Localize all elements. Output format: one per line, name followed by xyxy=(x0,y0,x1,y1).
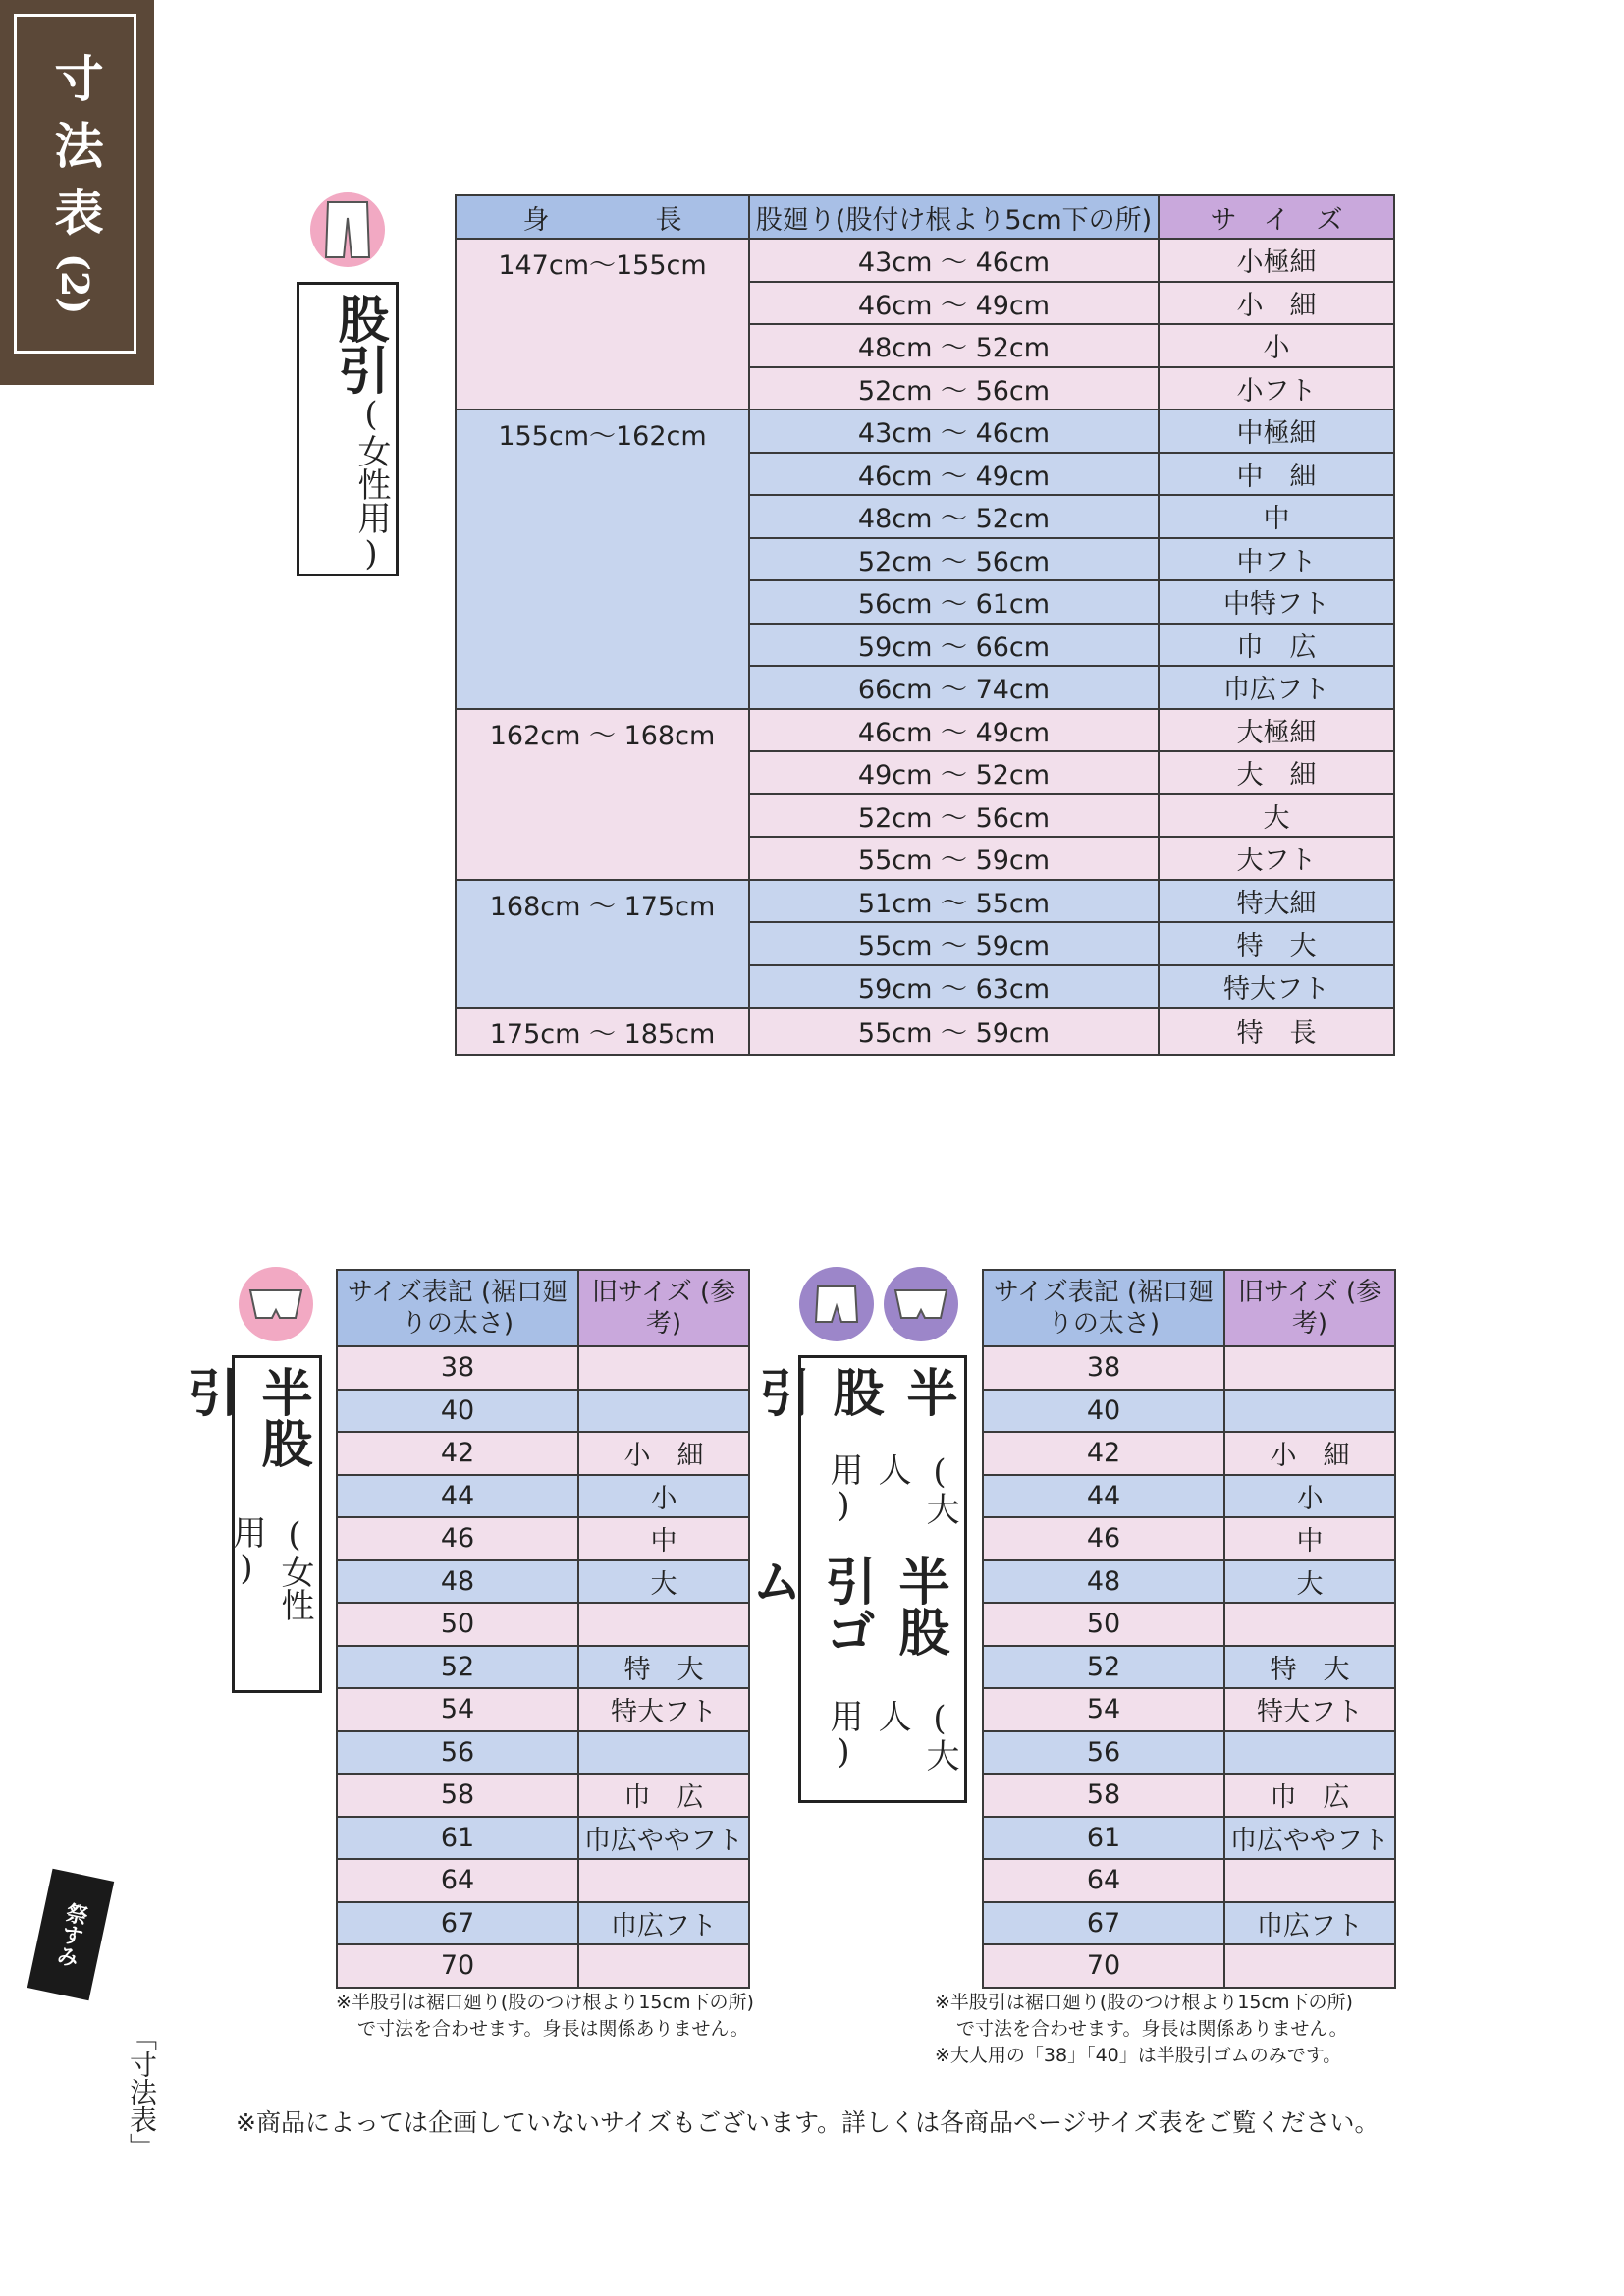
table-row xyxy=(337,1944,749,1988)
size-notation-cell: 44 xyxy=(337,1475,578,1518)
waist-cell: 52cm ～ 56cm xyxy=(749,794,1159,838)
table-row xyxy=(983,1432,1395,1475)
old-size-cell: 巾 広 xyxy=(1224,1774,1395,1817)
momohiki-size-table xyxy=(455,194,1395,1056)
old-size-cell: 特 大 xyxy=(578,1646,749,1689)
size-cell: 特 長 xyxy=(1159,1008,1394,1055)
table-row xyxy=(983,1517,1395,1560)
old-size-cell: 巾広ややフト xyxy=(1224,1817,1395,1860)
table-row xyxy=(983,1944,1395,1988)
size-notation-cell: 42 xyxy=(337,1432,578,1475)
old-size-cell: 特大フト xyxy=(578,1688,749,1731)
handako-adult-label xyxy=(742,1355,967,1803)
table-row xyxy=(337,1475,749,1518)
old-size-cell xyxy=(1224,1390,1395,1433)
size-notation-cell: 52 xyxy=(983,1646,1224,1689)
size-notation-cell: 40 xyxy=(337,1390,578,1433)
size-notation-cell: 61 xyxy=(983,1817,1224,1860)
size-notation-cell: 46 xyxy=(983,1517,1224,1560)
table-row xyxy=(983,1774,1395,1817)
handako-adult-size-table xyxy=(982,1269,1396,1989)
table-row xyxy=(456,880,1394,923)
header-old-size: 旧サイズ (参考) xyxy=(578,1270,749,1346)
page-title-text: 寸法表 xyxy=(46,52,105,253)
header-size: サ イ ズ xyxy=(1159,195,1394,239)
size-cell: 小 xyxy=(1159,324,1394,367)
table-row xyxy=(337,1817,749,1860)
size-cell: 大フト xyxy=(1159,837,1394,880)
table-row xyxy=(337,1902,749,1945)
waist-cell: 46cm ～ 49cm xyxy=(749,709,1159,752)
waist-cell: 48cm ～ 52cm xyxy=(749,324,1159,367)
waist-cell: 55cm ～ 59cm xyxy=(749,837,1159,880)
height-cell: 162cm ～ 168cm xyxy=(456,709,749,880)
size-cell: 中 細 xyxy=(1159,453,1394,496)
size-notation-cell: 52 xyxy=(337,1646,578,1689)
momohiki-icon xyxy=(310,192,385,267)
size-notation-cell: 44 xyxy=(983,1475,1224,1518)
old-size-cell: 特大フト xyxy=(1224,1688,1395,1731)
handako-label xyxy=(179,1355,322,1693)
old-size-cell: 巾広ややフト xyxy=(578,1817,749,1860)
size-notation-cell: 58 xyxy=(983,1774,1224,1817)
old-size-cell xyxy=(578,1731,749,1775)
table-row xyxy=(983,1603,1395,1646)
size-cell: 小 細 xyxy=(1159,282,1394,325)
table-row xyxy=(983,1346,1395,1390)
table-row xyxy=(983,1859,1395,1902)
page-title xyxy=(14,14,136,354)
size-notation-cell: 38 xyxy=(983,1346,1224,1390)
waist-cell: 55cm ～ 59cm xyxy=(749,922,1159,965)
waist-cell: 46cm ～ 49cm xyxy=(749,282,1159,325)
table-row xyxy=(983,1390,1395,1433)
waist-cell: 46cm ～ 49cm xyxy=(749,453,1159,496)
size-cell: 中 xyxy=(1159,495,1394,538)
size-notation-cell: 50 xyxy=(983,1603,1224,1646)
old-size-cell: 大 xyxy=(578,1560,749,1604)
table-row xyxy=(337,1432,749,1475)
old-size-cell: 巾広フト xyxy=(1224,1902,1395,1945)
size-notation-cell: 67 xyxy=(337,1902,578,1945)
table-row xyxy=(983,1902,1395,1945)
size-cell: 中フト xyxy=(1159,538,1394,581)
old-size-cell xyxy=(578,1859,749,1902)
handako-gomu-title: 半股引ゴム xyxy=(742,1554,949,1657)
table-row xyxy=(337,1390,749,1433)
size-cell: 小フト xyxy=(1159,367,1394,410)
table-row xyxy=(983,1731,1395,1775)
old-size-cell: 中 xyxy=(578,1517,749,1560)
table-row xyxy=(337,1517,749,1560)
size-notation-cell: 48 xyxy=(983,1560,1224,1604)
handako-adult-title: 半股引 xyxy=(750,1366,957,1417)
old-size-cell xyxy=(578,1603,749,1646)
old-size-cell: 小 xyxy=(1224,1475,1395,1518)
table-row xyxy=(337,1646,749,1689)
waist-cell: 51cm ～ 55cm xyxy=(749,880,1159,923)
note-line: ※半股引は裾口廻り(股のつけ根より15cm下の所) xyxy=(935,1992,1353,2013)
size-cell: 大 細 xyxy=(1159,751,1394,794)
corner-title-block xyxy=(0,0,154,385)
momohiki-title: 股引 xyxy=(329,293,389,395)
table-row xyxy=(983,1688,1395,1731)
table-row xyxy=(983,1475,1395,1518)
table-row xyxy=(983,1560,1395,1604)
old-size-cell: 巾 広 xyxy=(578,1774,749,1817)
handako-gomu-icon xyxy=(884,1267,958,1341)
old-size-cell: 大 xyxy=(1224,1560,1395,1604)
footer-note: ※商品によっては企画していないサイズもございます。詳しくは各商品ページサイズ表をご覧ください。 xyxy=(236,2108,1380,2137)
size-cell: 特 大 xyxy=(1159,922,1394,965)
waist-cell: 56cm ～ 61cm xyxy=(749,580,1159,624)
height-cell: 147cm～155cm xyxy=(456,239,749,410)
brand-logo: 祭すみ xyxy=(27,1869,114,2001)
height-cell: 168cm ～ 175cm xyxy=(456,880,749,1009)
old-size-cell xyxy=(1224,1944,1395,1988)
size-cell: 巾広フト xyxy=(1159,666,1394,709)
size-cell: 中特フト xyxy=(1159,580,1394,624)
size-cell: 中極細 xyxy=(1159,410,1394,453)
table-row xyxy=(983,1817,1395,1860)
note-line: ※大人用の「38」「40」は半股引ゴムのみです。 xyxy=(935,2045,1342,2066)
waist-cell: 48cm ～ 52cm xyxy=(749,495,1159,538)
table-row xyxy=(337,1731,749,1775)
size-cell: 大極細 xyxy=(1159,709,1394,752)
table-row xyxy=(456,709,1394,752)
momohiki-label xyxy=(297,282,399,576)
old-size-cell xyxy=(1224,1603,1395,1646)
height-cell: 175cm ～ 185cm xyxy=(456,1008,749,1055)
old-size-cell: 小 細 xyxy=(1224,1432,1395,1475)
table-row xyxy=(456,410,1394,453)
table-row xyxy=(337,1603,749,1646)
old-size-cell: 小 xyxy=(578,1475,749,1518)
size-notation-cell: 64 xyxy=(983,1859,1224,1902)
waist-cell: 43cm ～ 46cm xyxy=(749,239,1159,282)
header-height: 身 長 xyxy=(456,195,749,239)
old-size-cell xyxy=(1224,1346,1395,1390)
header-old-size: 旧サイズ (参考) xyxy=(1224,1270,1395,1346)
size-notation-cell: 50 xyxy=(337,1603,578,1646)
size-notation-cell: 61 xyxy=(337,1817,578,1860)
handako-women-note xyxy=(336,1990,754,2043)
old-size-cell: 小 細 xyxy=(578,1432,749,1475)
size-cell: 特大細 xyxy=(1159,880,1394,923)
size-notation-cell: 67 xyxy=(983,1902,1224,1945)
size-notation-cell: 54 xyxy=(983,1688,1224,1731)
header-size-notation: サイズ表記 (裾口廻りの太さ) xyxy=(983,1270,1224,1346)
size-notation-cell: 54 xyxy=(337,1688,578,1731)
handako-icon xyxy=(239,1267,313,1341)
note-line: ※半股引は裾口廻り(股のつけ根より15cm下の所) xyxy=(336,1992,754,2013)
table-row xyxy=(337,1774,749,1817)
handako-gomu-subtitle: (大人用) xyxy=(824,1698,959,1772)
size-notation-cell: 42 xyxy=(983,1432,1224,1475)
table-row xyxy=(456,1008,1394,1055)
size-notation-cell: 70 xyxy=(983,1944,1224,1988)
waist-cell: 59cm ～ 66cm xyxy=(749,624,1159,667)
header-size-notation: サイズ表記 (裾口廻りの太さ) xyxy=(337,1270,578,1346)
size-cell: 巾 広 xyxy=(1159,624,1394,667)
size-cell: 小極細 xyxy=(1159,239,1394,282)
old-size-cell xyxy=(578,1944,749,1988)
size-notation-cell: 70 xyxy=(337,1944,578,1988)
waist-cell: 55cm ～ 59cm xyxy=(749,1008,1159,1055)
table-row xyxy=(337,1560,749,1604)
size-notation-cell: 46 xyxy=(337,1517,578,1560)
size-notation-cell: 58 xyxy=(337,1774,578,1817)
handako-title: 半股引 xyxy=(179,1366,312,1468)
size-cell: 特大フト xyxy=(1159,965,1394,1009)
size-notation-cell: 64 xyxy=(337,1859,578,1902)
side-label: 「寸法表」 xyxy=(126,2023,158,2160)
table-row xyxy=(983,1646,1395,1689)
handako-adult-icon xyxy=(799,1267,874,1341)
handako-adult-note xyxy=(935,1990,1353,2069)
size-cell: 大 xyxy=(1159,794,1394,838)
waist-cell: 52cm ～ 56cm xyxy=(749,367,1159,410)
old-size-cell: 中 xyxy=(1224,1517,1395,1560)
note-line: で寸法を合わせます。身長は関係ありません。 xyxy=(357,2018,749,2040)
size-notation-cell: 40 xyxy=(983,1390,1224,1433)
waist-cell: 49cm ～ 52cm xyxy=(749,751,1159,794)
old-size-cell xyxy=(578,1346,749,1390)
size-notation-cell: 38 xyxy=(337,1346,578,1390)
table-row xyxy=(337,1346,749,1390)
size-notation-cell: 56 xyxy=(337,1731,578,1775)
waist-cell: 52cm ～ 56cm xyxy=(749,538,1159,581)
old-size-cell xyxy=(1224,1731,1395,1775)
size-notation-cell: 48 xyxy=(337,1560,578,1604)
handako-subtitle: (女性用) xyxy=(227,1515,314,1622)
waist-cell: 43cm ～ 46cm xyxy=(749,410,1159,453)
page-number: (2) xyxy=(53,252,97,315)
waist-cell: 59cm ～ 63cm xyxy=(749,965,1159,1009)
old-size-cell: 特 大 xyxy=(1224,1646,1395,1689)
momohiki-subtitle: (女性用) xyxy=(352,395,391,574)
handako-women-size-table xyxy=(336,1269,750,1989)
table-row xyxy=(456,239,1394,282)
size-notation-cell: 56 xyxy=(983,1731,1224,1775)
old-size-cell xyxy=(1224,1859,1395,1902)
table-row xyxy=(337,1859,749,1902)
old-size-cell xyxy=(578,1390,749,1433)
table-row xyxy=(337,1688,749,1731)
handako-adult-subtitle: (大人用) xyxy=(824,1452,959,1526)
height-cell: 155cm～162cm xyxy=(456,410,749,709)
header-waist: 股廻り(股付け根より5cm下の所) xyxy=(749,195,1159,239)
note-line: で寸法を合わせます。身長は関係ありません。 xyxy=(956,2018,1348,2040)
waist-cell: 66cm ～ 74cm xyxy=(749,666,1159,709)
old-size-cell: 巾広フト xyxy=(578,1902,749,1945)
